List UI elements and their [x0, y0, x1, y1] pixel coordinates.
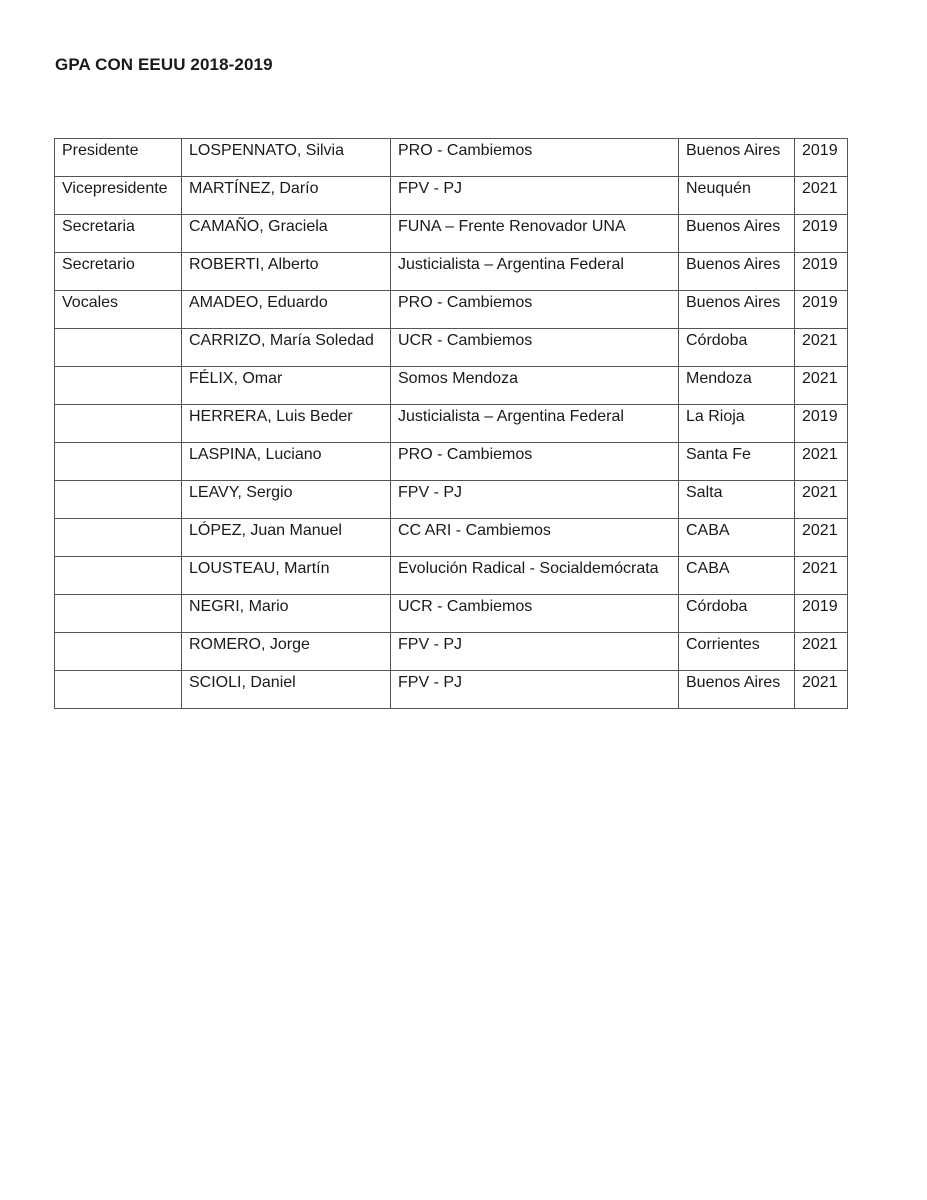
province-cell: Salta [679, 481, 795, 519]
province-cell: CABA [679, 519, 795, 557]
name-cell: ROMERO, Jorge [182, 633, 391, 671]
name-cell: LOSPENNATO, Silvia [182, 139, 391, 177]
role-cell [55, 443, 182, 481]
party-cell: UCR - Cambiemos [391, 595, 679, 633]
province-cell: Buenos Aires [679, 215, 795, 253]
table-row [55, 215, 848, 253]
role-cell [55, 557, 182, 595]
name-cell: HERRERA, Luis Beder [182, 405, 391, 443]
year-cell: 2021 [795, 367, 848, 405]
name-cell: CAMAÑO, Graciela [182, 215, 391, 253]
table-row [55, 557, 848, 595]
party-cell: FPV - PJ [391, 633, 679, 671]
role-cell: Vocales [55, 291, 182, 329]
name-cell: LEAVY, Sergio [182, 481, 391, 519]
table-row [55, 481, 848, 519]
role-cell [55, 633, 182, 671]
year-cell: 2021 [795, 481, 848, 519]
year-cell: 2019 [795, 215, 848, 253]
role-cell [55, 519, 182, 557]
year-cell: 2019 [795, 253, 848, 291]
table-row [55, 253, 848, 291]
year-cell: 2021 [795, 557, 848, 595]
party-cell: PRO - Cambiemos [391, 139, 679, 177]
province-cell: La Rioja [679, 405, 795, 443]
province-cell: Santa Fe [679, 443, 795, 481]
name-cell: NEGRI, Mario [182, 595, 391, 633]
province-cell: Buenos Aires [679, 671, 795, 709]
name-cell: LOUSTEAU, Martín [182, 557, 391, 595]
party-cell: FPV - PJ [391, 481, 679, 519]
party-cell: FPV - PJ [391, 671, 679, 709]
table-row [55, 139, 848, 177]
table-row [55, 443, 848, 481]
name-cell: LASPINA, Luciano [182, 443, 391, 481]
province-cell: Buenos Aires [679, 139, 795, 177]
province-cell: CABA [679, 557, 795, 595]
year-cell: 2019 [795, 291, 848, 329]
document-title: GPA CON EEUU 2018-2019 [55, 55, 273, 74]
table-row [55, 329, 848, 367]
year-cell: 2021 [795, 443, 848, 481]
province-cell: Buenos Aires [679, 291, 795, 329]
province-cell: Córdoba [679, 329, 795, 367]
role-cell [55, 595, 182, 633]
year-cell: 2021 [795, 177, 848, 215]
table-row [55, 519, 848, 557]
year-cell: 2021 [795, 519, 848, 557]
party-cell: PRO - Cambiemos [391, 291, 679, 329]
role-cell: Presidente [55, 139, 182, 177]
party-cell: Somos Mendoza [391, 367, 679, 405]
year-cell: 2021 [795, 329, 848, 367]
role-cell [55, 329, 182, 367]
year-cell: 2019 [795, 405, 848, 443]
province-cell: Mendoza [679, 367, 795, 405]
year-cell: 2021 [795, 671, 848, 709]
name-cell: AMADEO, Eduardo [182, 291, 391, 329]
role-cell [55, 671, 182, 709]
name-cell: ROBERTI, Alberto [182, 253, 391, 291]
table-row [55, 177, 848, 215]
province-cell: Corrientes [679, 633, 795, 671]
party-cell: FUNA – Frente Renovador UNA [391, 215, 679, 253]
role-cell [55, 367, 182, 405]
table-row [55, 405, 848, 443]
party-cell: Justicialista – Argentina Federal [391, 253, 679, 291]
role-cell [55, 405, 182, 443]
role-cell: Secretario [55, 253, 182, 291]
province-cell: Neuquén [679, 177, 795, 215]
members-table-body [55, 139, 848, 709]
name-cell: LÓPEZ, Juan Manuel [182, 519, 391, 557]
year-cell: 2019 [795, 595, 848, 633]
role-cell: Vicepresidente [55, 177, 182, 215]
table-row [55, 595, 848, 633]
role-cell: Secretaria [55, 215, 182, 253]
party-cell: PRO - Cambiemos [391, 443, 679, 481]
name-cell: FÉLIX, Omar [182, 367, 391, 405]
party-cell: Justicialista – Argentina Federal [391, 405, 679, 443]
name-cell: SCIOLI, Daniel [182, 671, 391, 709]
province-cell: Buenos Aires [679, 253, 795, 291]
name-cell: CARRIZO, María Soledad [182, 329, 391, 367]
table-row [55, 671, 848, 709]
table-row [55, 367, 848, 405]
table-row [55, 633, 848, 671]
party-cell: UCR - Cambiemos [391, 329, 679, 367]
party-cell: CC ARI - Cambiemos [391, 519, 679, 557]
party-cell: Evolución Radical - Socialdemócrata [391, 557, 679, 595]
name-cell: MARTÍNEZ, Darío [182, 177, 391, 215]
province-cell: Córdoba [679, 595, 795, 633]
year-cell: 2021 [795, 633, 848, 671]
members-table [54, 138, 848, 709]
table-row [55, 291, 848, 329]
party-cell: FPV - PJ [391, 177, 679, 215]
role-cell [55, 481, 182, 519]
year-cell: 2019 [795, 139, 848, 177]
